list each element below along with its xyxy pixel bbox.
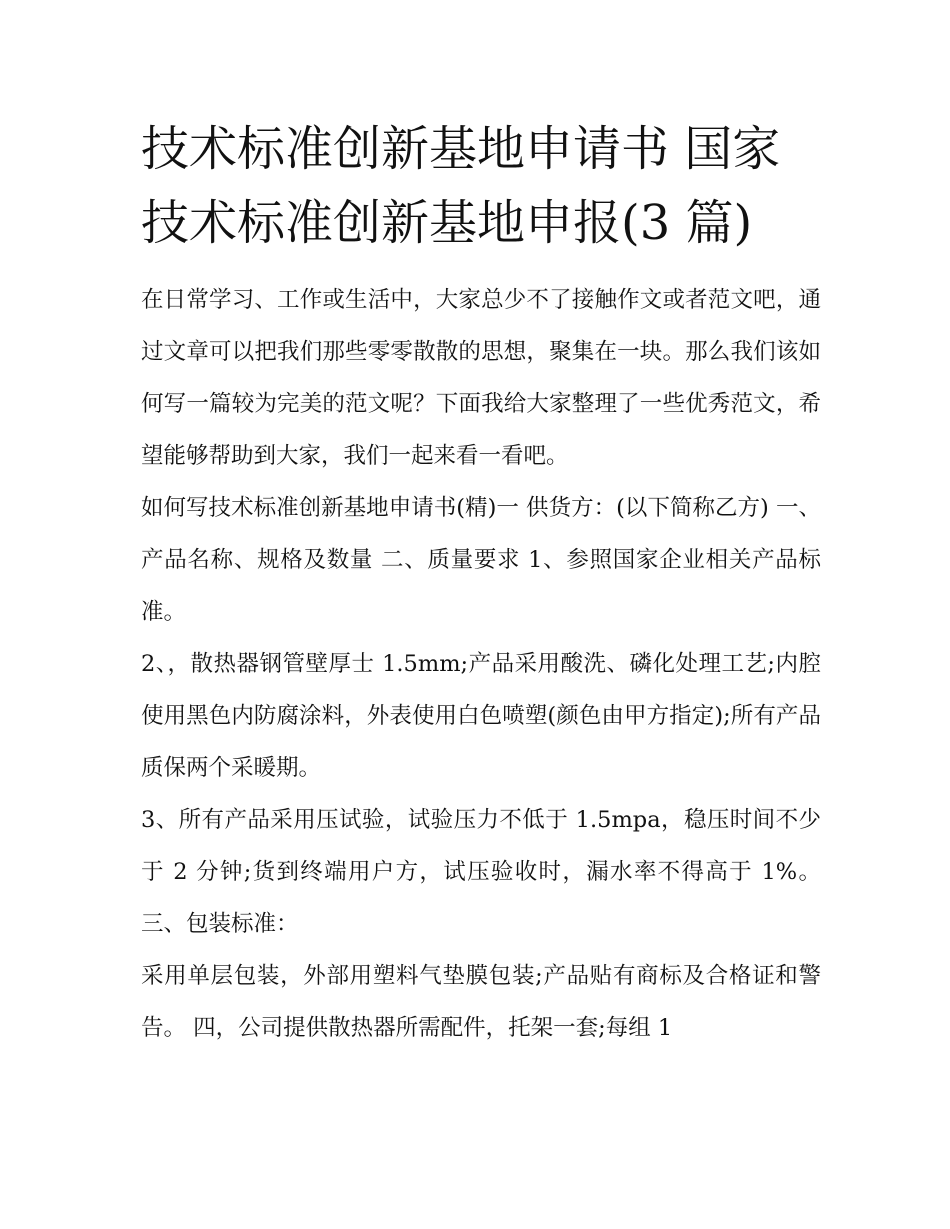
pressure-test-paragraph: 3、所有产品采用压试验，试验压力不低于 1.5mpa，稳压时间不少于 2 分钟;货到终端用户方，试压验收时，漏水率不得高于 1%。 三、包装标准： [141, 807, 821, 937]
document-title-line-2: 技术标准创新基地申报(3 篇) [141, 195, 753, 251]
document-page [141, 112, 821, 1054]
document-title-line-1: 技术标准创新基地申请书 国家 [141, 121, 781, 177]
document-title [141, 112, 821, 260]
quality-paragraph: 2、，散热器钢管壁厚士 1.5mm;产品采用酸洗、磷化处理工艺;内腔使用黑色内防腐涂料，外表使用白色喷塑(颜色由甲方指定);所有产品质保两个采暖期。 [141, 651, 821, 781]
packaging-paragraph: 采用单层包装，外部用塑料气垫膜包装;产品贴有商标及合格证和警告。 四，公司提供散热器所需配件，托架一套;每组 1 [141, 963, 821, 1041]
intro-paragraph: 在日常学习、工作或生活中，大家总少不了接触作文或者范文吧，通过文章可以把我们那些零零散散的思想，聚集在一块。那么我们该如何写一篇较为完美的范文呢？下面我给大家整理了一些优秀范文，希望能够帮助到大家，我们一起来看一看吧。 [141, 287, 821, 469]
supplier-paragraph: 如何写技术标准创新基地申请书(精)一 供货方：(以下简称乙方) 一、产品名称、规格及数量 二、质量要求 1、参照国家企业相关产品标准。 [141, 495, 821, 625]
